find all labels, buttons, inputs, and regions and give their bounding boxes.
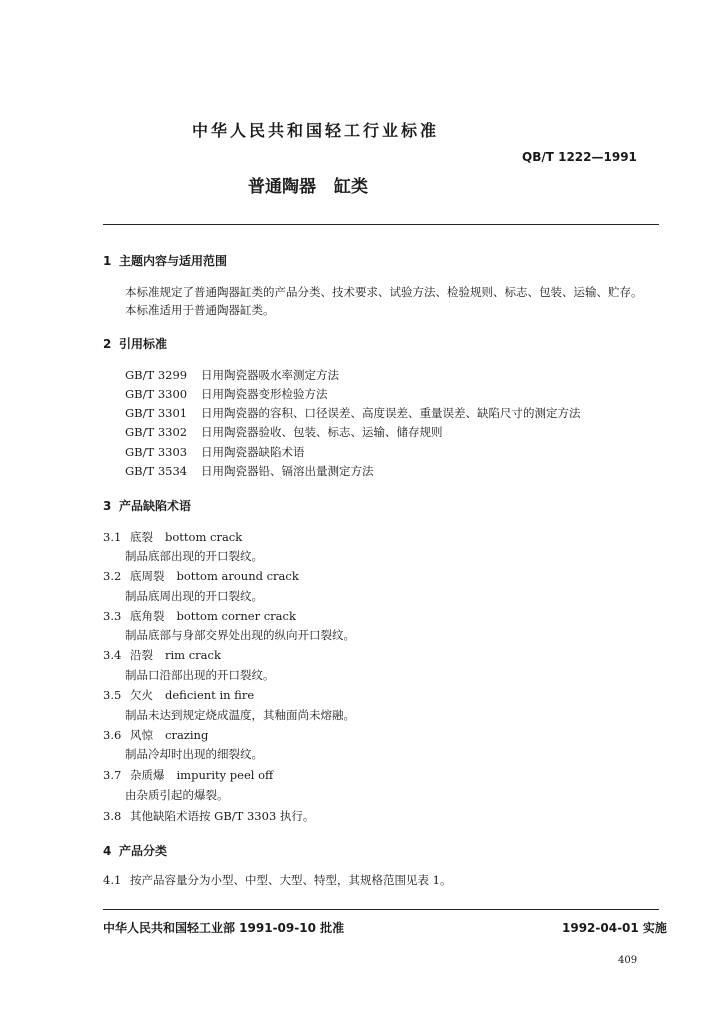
term-entry — [103, 767, 273, 783]
reference-code: GB/T 3301 — [125, 406, 188, 420]
clause-4-1-text: 按产品容量分为小型、中型、大型、特型，其规格范围见表 1。 — [130, 873, 452, 887]
section-1-title: 主题内容与适用范围 — [119, 254, 228, 268]
page-number: 409 — [618, 955, 638, 966]
section-1-heading — [103, 252, 227, 269]
term-english: bottom corner crack — [176, 609, 296, 623]
reference-item — [125, 386, 328, 402]
term-entry — [103, 529, 242, 545]
clause-4-1 — [103, 872, 451, 888]
term-english: bottom around crack — [176, 569, 299, 583]
reference-item — [125, 424, 443, 440]
term-number: 3.3 — [103, 609, 122, 623]
section-1-paragraph-2: 本标准适用于普通陶器缸类。 — [125, 303, 275, 317]
reference-code: GB/T 3302 — [125, 425, 188, 439]
title-part-a: 普通陶器 — [248, 177, 316, 197]
reference-code: GB/T 3300 — [125, 387, 188, 401]
reference-title: 日用陶瓷器缺陷术语 — [201, 445, 305, 459]
term-definition: 制品底部出现的开口裂纹。 — [125, 549, 263, 563]
issuing-organization: 中华人民共和国轻工行业标准 — [192, 121, 440, 140]
term-definition: 制品未达到规定烧成温度，其釉面尚未熔融。 — [125, 708, 355, 722]
reference-title: 日用陶瓷器的容积、口径误差、高度误差、重量误差、缺陷尺寸的测定方法 — [201, 406, 581, 420]
reference-item — [125, 367, 339, 383]
reference-title: 日用陶瓷器验收、包装、标志、运输、储存规则 — [201, 425, 443, 439]
section-1-number: 1 — [103, 254, 112, 268]
implementation-date: 1992-04-01 实施 — [562, 921, 667, 935]
reference-title: 日用陶瓷器变形检验方法 — [201, 387, 328, 401]
standard-number: QB/T 1222—1991 — [522, 150, 637, 164]
header-rule — [103, 224, 659, 225]
term-definition: 制品冷却时出现的细裂纹。 — [125, 747, 263, 761]
term-definition: 制品口沿部出现的开口裂纹。 — [125, 668, 275, 682]
term-chinese: 底角裂 — [130, 609, 165, 623]
term-number: 3.1 — [103, 530, 122, 544]
term-english: bottom crack — [165, 530, 243, 544]
term-english: crazing — [165, 728, 209, 742]
term-chinese: 底裂 — [130, 530, 153, 544]
section-3-number: 3 — [103, 499, 112, 513]
section-3-heading — [103, 497, 191, 514]
clause-number: 4.1 — [103, 873, 122, 887]
reference-item — [125, 444, 305, 460]
title-part-b: 缸类 — [334, 177, 368, 197]
section-2-title: 引用标准 — [119, 337, 168, 351]
term-definition: 制品底周出现的开口裂纹。 — [125, 589, 263, 603]
section-2-number: 2 — [103, 337, 112, 351]
reference-item — [125, 463, 374, 479]
section-3-title: 产品缺陷术语 — [119, 499, 192, 513]
term-3-8-text: 其他缺陷术语按 GB/T 3303 执行。 — [130, 809, 315, 823]
section-4-title: 产品分类 — [119, 844, 168, 858]
approval-line: 中华人民共和国轻工业部 1991-09-10 批准 — [103, 921, 345, 935]
term-entry-3-8 — [103, 808, 314, 824]
section-4-number: 4 — [103, 844, 112, 858]
term-chinese: 杂质爆 — [130, 768, 165, 782]
reference-title: 日用陶瓷器吸水率测定方法 — [201, 368, 339, 382]
section-2-heading — [103, 335, 167, 352]
term-number: 3.2 — [103, 569, 122, 583]
term-english: deficient in fire — [165, 688, 255, 702]
reference-code: GB/T 3299 — [125, 368, 188, 382]
section-1-paragraph-1: 本标准规定了普通陶器缸类的产品分类、技术要求、试验方法、检验规则、标志、包装、运输、贮存。 — [125, 285, 643, 299]
reference-code: GB/T 3534 — [125, 464, 188, 478]
term-number: 3.5 — [103, 688, 122, 702]
term-chinese: 欠火 — [130, 688, 153, 702]
reference-code: GB/T 3303 — [125, 445, 188, 459]
term-chinese: 沿裂 — [130, 648, 153, 662]
term-number: 3.7 — [103, 768, 122, 782]
term-entry — [103, 687, 254, 703]
term-english: impurity peel off — [176, 768, 274, 782]
term-chinese: 风惊 — [130, 728, 153, 742]
reference-title: 日用陶瓷器铅、镉溶出量测定方法 — [201, 464, 374, 478]
section-4-heading — [103, 842, 167, 859]
term-entry — [103, 608, 296, 624]
term-english: rim crack — [165, 648, 221, 662]
term-number: 3.8 — [103, 809, 122, 823]
term-entry — [103, 568, 299, 584]
term-definition: 由杂质引起的爆裂。 — [125, 788, 229, 802]
footer-rule — [103, 909, 659, 910]
term-entry — [103, 647, 221, 663]
reference-item — [125, 405, 581, 421]
document-title — [248, 172, 368, 197]
term-definition: 制品底部与身部交界处出现的纵向开口裂纹。 — [125, 628, 355, 642]
term-number: 3.4 — [103, 648, 122, 662]
term-entry — [103, 727, 208, 743]
term-chinese: 底周裂 — [130, 569, 165, 583]
term-number: 3.6 — [103, 728, 122, 742]
